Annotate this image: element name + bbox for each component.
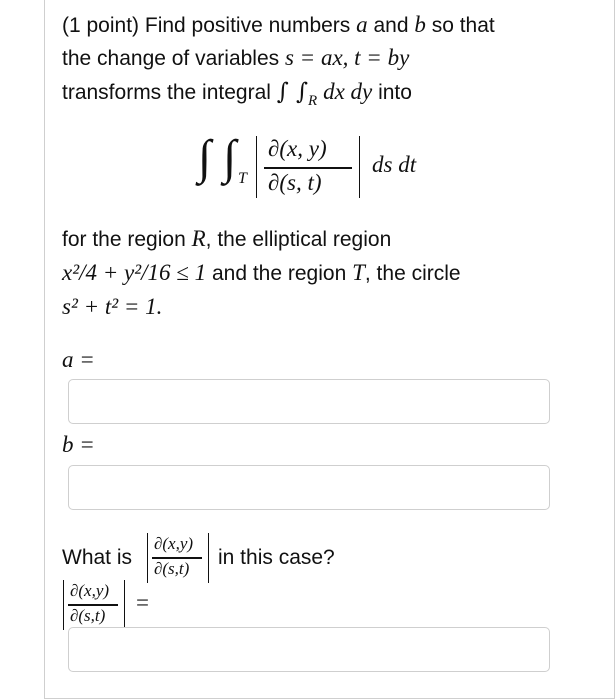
ds-dt: ds dt [372,152,417,177]
double-integral: ∫ ∫ [276,79,309,105]
jacobian-answer-input[interactable] [68,627,550,672]
text: and the region [206,262,353,285]
jacobian-numerator: ∂(x, y) [268,136,327,161]
fraction-bar [264,167,352,169]
region-r-subscript: R [308,93,318,109]
text: , the elliptical region [205,228,392,251]
in-this-case-text: in this case? [218,546,335,569]
jacobian-denominator: ∂(s, t) [268,170,322,195]
text: the change of variables [62,47,285,70]
region-t-subscript: T [238,170,247,187]
what-is-text: What is [62,546,133,569]
display-double-integral: ∫ ∫ [198,131,237,184]
text: (1 point) Find positive numbers [62,14,357,37]
circle-equation: s² + t² = 1. [62,294,163,319]
b-equals: b = [62,432,95,457]
text: so that [425,14,495,37]
jacobian-numerator-small: ∂(x,y) [154,534,194,553]
text: into [372,81,412,104]
question-line-3 [62,79,412,108]
text: and [367,14,415,37]
jacobian-label-numerator: ∂(x,y) [70,581,110,600]
jacobian-equals: = [136,590,149,615]
dx-dy: dx dy [323,79,373,104]
text: for the region [62,228,192,251]
a-equals: a = [62,347,95,372]
question-line-2 [62,45,409,72]
question-line-5 [62,260,461,287]
jacobian-denominator-small: ∂(s,t) [154,559,190,578]
text: transforms the integral [62,81,277,104]
change-of-variables: s = ax, t = by [284,45,410,70]
var-b: b [414,12,426,37]
var-a: a [356,12,368,37]
jacobian-label-denominator: ∂(s,t) [70,606,106,625]
text: , the circle [364,262,461,285]
question-line-6 [62,294,162,321]
question-line-1 [62,12,495,39]
question-line-4 [62,226,391,253]
ellipse-inequality: x²/4 + y²/16 ≤ 1 [62,260,207,285]
b-label [62,432,95,459]
b-answer-input[interactable] [68,465,550,510]
a-answer-input[interactable] [68,379,550,424]
a-label [62,347,95,374]
region-r: R [191,226,206,251]
region-t: T [352,260,365,285]
